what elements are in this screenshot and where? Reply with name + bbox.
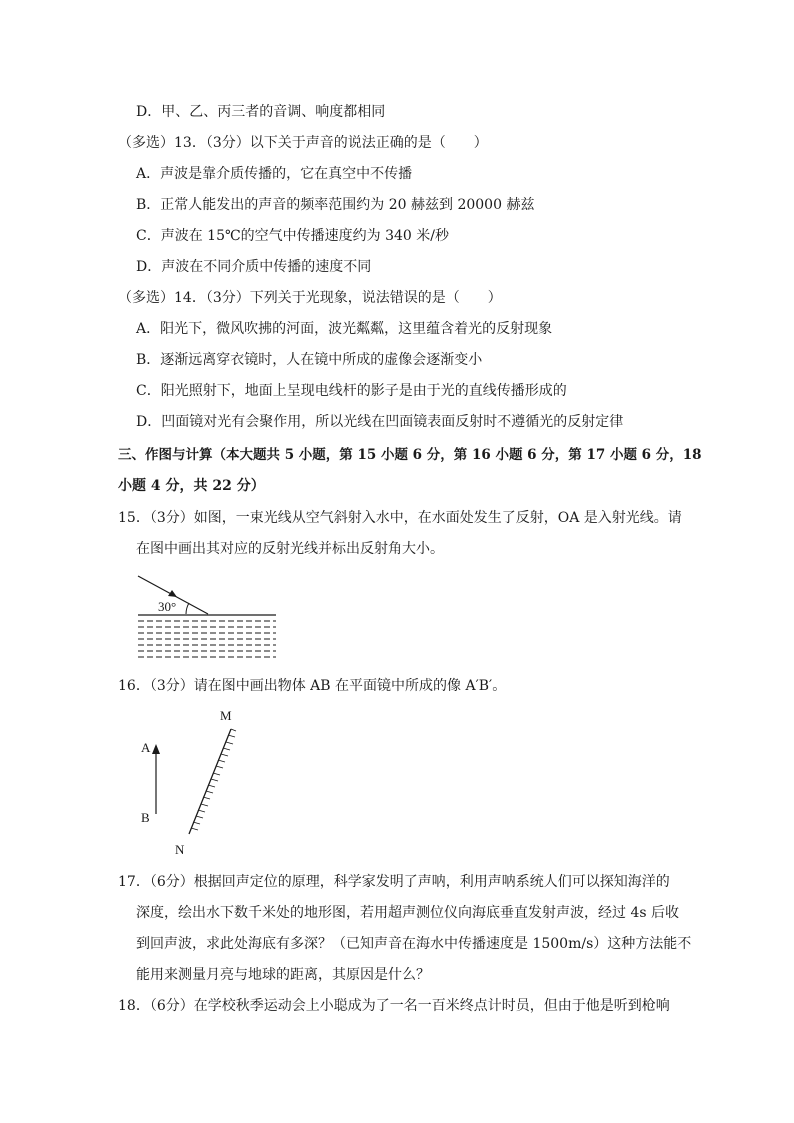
q14-option-a: A．阳光下，微风吹拂的河面，波光粼粼，这里蕴含着光的反射现象 [136, 321, 553, 337]
q17-stem-line2: 深度，绘出水下数千米处的地形图，若用超声测位仪向海底垂直发射声波，经过 4s 后收 [136, 905, 679, 921]
section-heading-cont: 小题 4 分，共 22 分） [118, 478, 265, 494]
q16-stem: 16．（3分）请在图中画出物体 AB 在平面镜中所成的像 A′B′。 [118, 678, 507, 694]
mirror-hatching [191, 729, 236, 830]
q13-option-a: A．声波是靠介质传播的，它在真空中不传播 [136, 166, 413, 182]
section-heading: 三、作图与计算（本大题共 5 小题，第 15 小题 6 分，第 16 小题 6 分，第 17 小题 6 分，18 [118, 447, 702, 463]
label-a: A [141, 740, 151, 755]
angle-arc [186, 603, 189, 614]
q14-option-d: D．凹面镜对光有会聚作用，所以光线在凹面镜表面反射时不遵循光的反射定律 [136, 414, 624, 430]
label-b: B [141, 810, 150, 825]
q17-stem: 17．（6分）根据回声定位的原理，科学家发明了声呐，利用声呐系统人们可以探知海洋的 [118, 874, 670, 890]
object-arrow-head [152, 744, 160, 754]
angle-label: 30° [158, 599, 177, 614]
q13-option-d: D．声波在不同介质中传播的速度不同 [136, 259, 372, 275]
q15-figure [130, 568, 290, 664]
water-waves [138, 621, 276, 657]
q14-stem: （多选）14．（3分）下列关于光现象，说法错误的是（ ） [118, 290, 502, 306]
plane-mirror [189, 729, 231, 834]
q17-stem-line4: 能用来测量月亮与地球的距离，其原因是什么？ [136, 967, 430, 983]
q14-option-c: C．阳光照射下，地面上呈现电线杆的影子是由于光的直线传播形成的 [136, 383, 567, 399]
q18-stem: 18．（6分）在学校秋季运动会上小聪成为了一名一百米终点计时员，但由于他是听到枪响 [118, 998, 670, 1014]
q15-stem: 15．（3分）如图，一束光线从空气斜射入水中，在水面处发生了反射，OA 是入射光线。请 [118, 510, 682, 526]
q16-figure [136, 704, 246, 864]
q13-stem: （多选）13．（3分）以下关于声音的说法正确的是（ ） [118, 135, 488, 151]
q13-option-b: B．正常人能发出的声音的频率范围约为 20 赫兹到 20000 赫兹 [136, 197, 535, 213]
q17-stem-line3: 到回声波，求此处海底有多深？（已知声音在海水中传播速度是 1500m/s）这种方法能不 [136, 936, 692, 952]
q14-option-b: B．逐渐远离穿衣镜时，人在镜中所成的虚像会逐渐变小 [136, 352, 483, 368]
label-n: N [175, 842, 185, 857]
q15-stem-cont: 在图中画出其对应的反射光线并标出反射角大小。 [136, 541, 444, 557]
q12-option-d: D．甲、乙、丙三者的音调、响度都相同 [136, 104, 386, 120]
q13-option-c: C．声波在 15℃的空气中传播速度约为 340 米/秒 [136, 228, 449, 244]
label-m: M [220, 708, 232, 723]
